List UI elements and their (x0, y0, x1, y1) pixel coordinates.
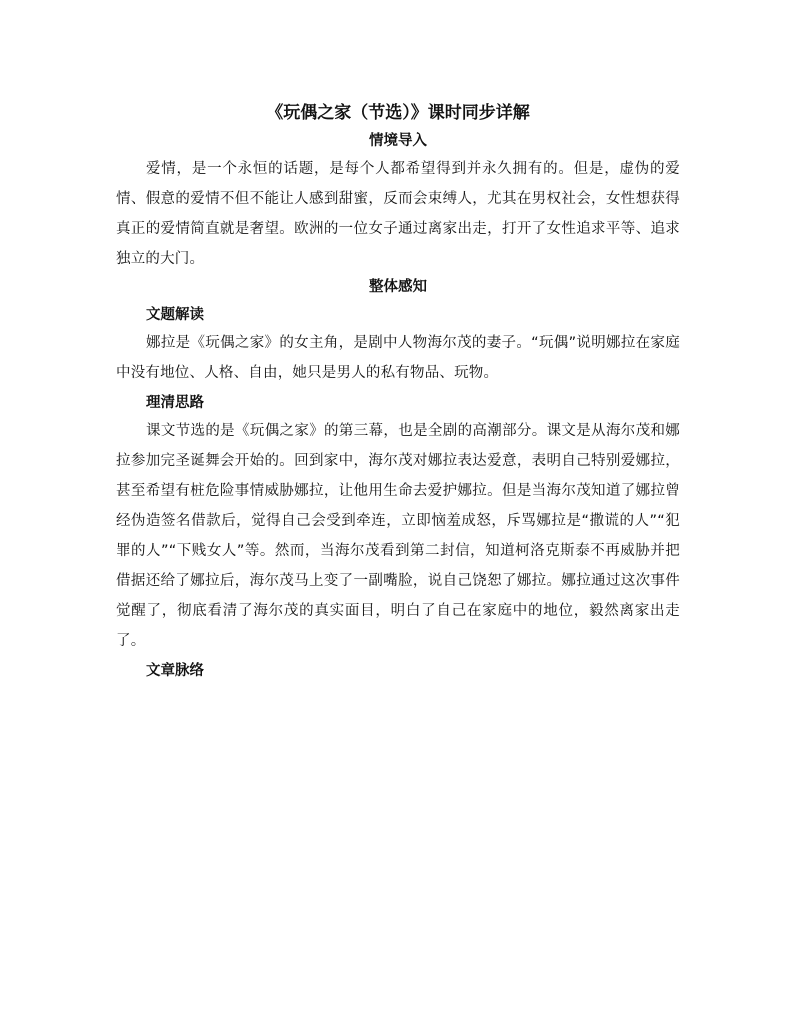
document-content (116, 98, 680, 684)
subheading-thinking: 理清思路 (146, 395, 204, 411)
section-heading-overview: 整体感知 (369, 279, 427, 295)
subheading-title-reading: 文题解读 (146, 307, 204, 323)
document-title: 《玩偶之家（节选）》课时同步详解 (266, 103, 530, 123)
subheading-structure: 文章脉络 (146, 663, 204, 679)
title-reading-paragraph: 娜拉是《玩偶之家》的女主角，是剧中人物海尔茂的妻子。“玩偶”说明娜拉在家庭中没有地位、人格、自由，她只是男人的私有物品、玩物。 (116, 335, 680, 381)
thinking-paragraph: 课文节选的是《玩偶之家》的第三幕，也是全剧的高潮部分。课文是从海尔茂和娜拉参加完圣诞舞会开始的。回到家中，海尔茂对娜拉表达爱意，表明自己特别爱娜拉，甚至希望有桩危险事情威胁娜拉，让他用生命去爱护娜拉。但是当海尔茂知道了娜拉曾经伪造签名借款后，觉得自己会受到牵连，立即恼羞成怒，斥骂娜拉是“撒谎的人”“犯罪的人”“下贱女人”等。然而，当海尔茂看到第二封信，知道柯洛克斯泰不再威胁并把借据还给了娜拉后，海尔茂马上变了一副嘴脸，说自己饶恕了娜拉。娜拉通过这次事件觉醒了，彻底看清了海尔茂的真实面目，明白了自己在家庭中的地位，毅然离家出走了。 (116, 423, 680, 649)
section-heading-intro: 情境导入 (369, 133, 427, 149)
intro-paragraph: 爱情，是一个永恒的话题，是每个人都希望得到并永久拥有的。但是，虚伪的爱情、假意的爱情不但不能让人感到甜蜜，反而会束缚人，尤其在男权社会，女性想获得真正的爱情简直就是奢望。欧洲的一位女子通过离家出走，打开了女性追求平等、追求独立的大门。 (116, 161, 680, 267)
